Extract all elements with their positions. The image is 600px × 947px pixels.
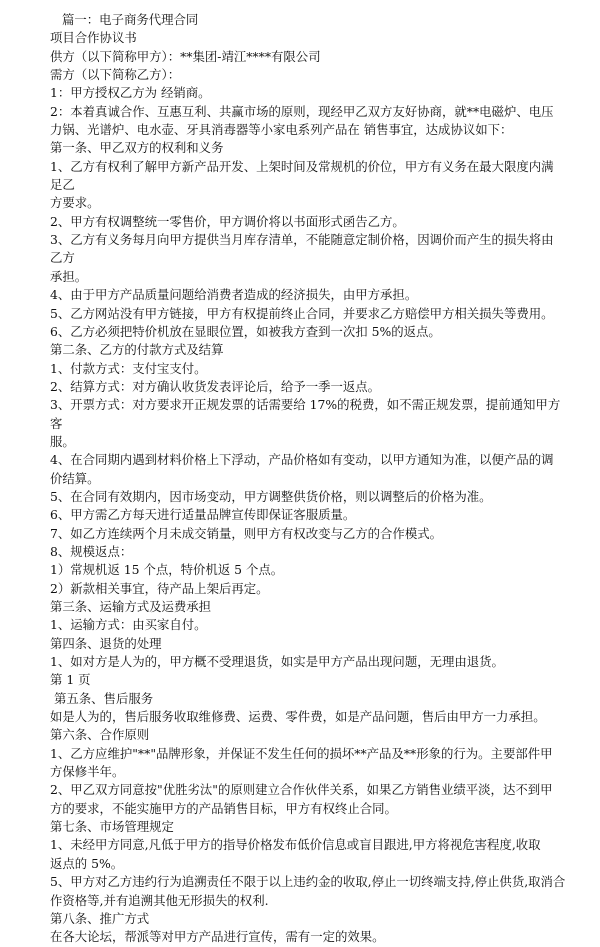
text-line: 方保修半年。 xyxy=(50,764,125,780)
text-line: 足乙 xyxy=(50,177,75,193)
text-line: 方的要求，不能实施甲方的产品销售目标，甲方有权终止合同。 xyxy=(50,800,397,816)
text-line: 3、乙方有义务每月向甲方提供当月库存清单，不能随意定制价格，因调价而产生的损失将由 xyxy=(50,232,554,248)
text-line: 2、甲方有权调整统一零售价，甲方调价将以书面形式函告乙方。 xyxy=(50,213,405,229)
text-line: 5、甲方对乙方违约行为追溯责任不限于以上违约金的收取,停止一切终端支持,停止供货,取消合 xyxy=(50,874,566,890)
text-line: 2、甲乙双方同意按"优胜劣汰"的原则建立合作伙伴关系，如果乙方销售业绩平淡，达不到甲 xyxy=(50,782,553,798)
text-line: 1、乙方有权利了解甲方新产品开发、上架时间及常规机的价位，甲方有义务在最大限度内满 xyxy=(50,158,554,174)
text-line: 供方（以下简称甲方）：**集团-靖江****有限公司 xyxy=(50,48,321,64)
text-line: 1、未经甲方同意,凡低于甲方的指导价格发布低价信息或盲目跟进,甲方将视危害程度,收取 xyxy=(50,837,541,853)
text-line: 4、由于甲方产品质量问题给消费者造成的经济损失，由甲方承担。 xyxy=(50,287,418,303)
section-heading: 第二条、乙方的付款方式及结算 xyxy=(50,342,224,358)
text-line: 需方（以下简称乙方）： xyxy=(50,67,181,83)
page-number: 第 1 页 xyxy=(50,672,91,688)
text-line: 方要求。 xyxy=(50,195,100,211)
text-line: 1、如对方是人为的，甲方概不受理退货，如实是甲方产品出现问题，无理由退货。 xyxy=(50,654,504,670)
section-heading: 第八条、推广方式 xyxy=(50,910,150,926)
text-line: 1、付款方式：支付宝支付。 xyxy=(50,360,207,376)
text-line: 6、甲方需乙方每天进行适量品牌宣传即保证客服质量。 xyxy=(50,507,356,523)
text-line: 4、在合同期内遇到材料价格上下浮动，产品价格如有变动，以甲方通知为准，以便产品的调 xyxy=(50,452,554,468)
section-heading: 第四条、退货的处理 xyxy=(50,635,162,651)
text-line: 乙方 xyxy=(50,250,75,266)
text-line: 2、结算方式：对方确认收货发表评论后，给予一季一返点。 xyxy=(50,378,381,394)
text-line: 在各大论坛，帮派等对甲方产品进行宣传，需有一定的效果。 xyxy=(50,929,385,945)
text-line: 2）新款相关事宜，待产品上架后再定。 xyxy=(50,580,269,596)
text-line: 8、规模返点： xyxy=(50,543,133,559)
doc-subtitle: 项目合作协议书 xyxy=(50,30,137,46)
text-line: 1）常规机返 15 个点，特价机返 5 个点。 xyxy=(50,562,284,578)
text-line: 如是人为的，售后服务收取维修费、运费、零件费，如是产品问题，售后由甲方一力承担。 xyxy=(50,709,546,725)
text-line: 1、乙方应维护"**"品牌形象，并保证不发生任何的损坏**产品及**形象的行为。主要部件甲 xyxy=(50,745,553,761)
section-heading: 第三条、运输方式及运费承担 xyxy=(50,599,212,614)
text-line: 客 xyxy=(50,415,63,431)
text-line: 服。 xyxy=(50,433,75,449)
text-line: 价结算。 xyxy=(50,470,100,486)
text-line: 5、乙方网站没有甲方链接，甲方有权提前终止合同，并要求乙方赔偿甲方相关损失等费用。 xyxy=(50,305,554,321)
doc-title: 篇一：电子商务代理合同 xyxy=(62,12,199,27)
text-line: 5、在合同有效期内，因市场变动，甲方调整供货价格，则以调整后的价格为准。 xyxy=(50,488,492,504)
section-heading: 第六条、合作原则 xyxy=(50,727,150,743)
text-line: 承担。 xyxy=(50,268,88,284)
text-line: 作资格等,并有追溯其他无形损失的权利. xyxy=(50,892,269,908)
text-line: 3、开票方式：对方要求开正规发票的话需要给 17%的税费，如不需正规发票，提前通知甲方 xyxy=(50,397,561,413)
section-heading: 第一条、甲乙双方的权利和义务 xyxy=(50,140,224,156)
text-line: 1、运输方式：由买家自付。 xyxy=(50,617,207,633)
text-line: 1：甲方授权乙方为 经销商。 xyxy=(50,85,211,101)
section-heading: 第七条、市场管理规定 xyxy=(50,819,174,835)
text-line: 7、如乙方连续两个月未成交销量，则甲方有权改变与乙方的合作模式。 xyxy=(50,525,442,541)
section-heading: 第五条、售后服务 xyxy=(54,690,154,706)
text-line: 6、乙方必须把特价机放在显眼位置，如被我方查到一次扣 5%的返点。 xyxy=(50,323,441,339)
text-line: 返点的 5%。 xyxy=(50,855,124,871)
text-line: 2：本着真诚合作、互惠互利、共赢市场的原则，现经甲乙双方友好协商，就**电磁炉、电压 xyxy=(50,103,554,119)
text-line: 力锅、光谱炉、电水壶、牙具消毒器等小家电系列产品在 销售事宜，达成协议如下： xyxy=(50,122,513,138)
